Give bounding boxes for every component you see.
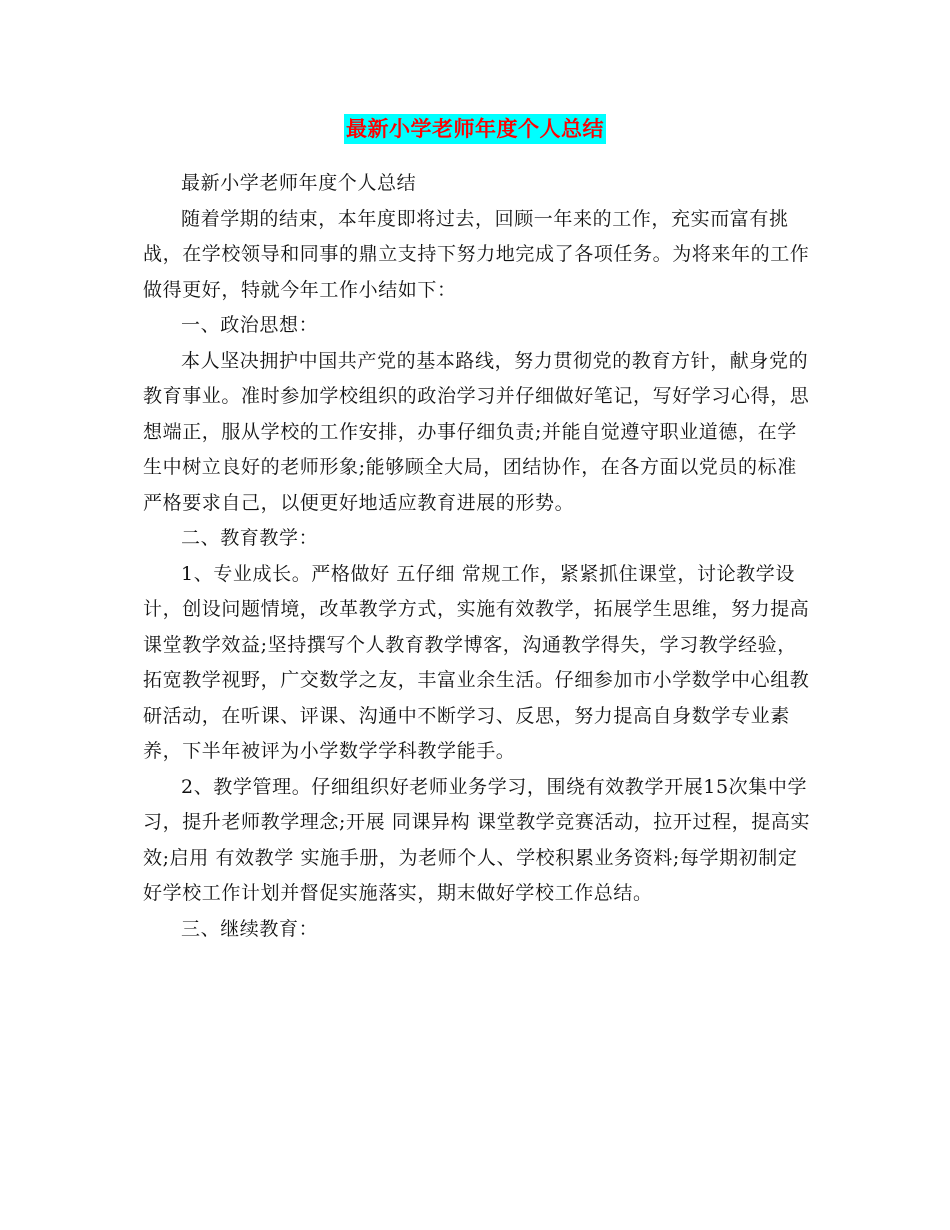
section-heading-politics: 一、政治思想：: [181, 314, 319, 336]
paragraph-politics: 本人坚决拥护中国共产党的基本路线，努力贯彻党的教育方针，献身党的教育事业。准时参加学校组织的政治学习并仔细做好笔记，写好学习心得，思想端正，服从学校的工作安排，办事仔细负责;并能自觉遵守职业道德，在学生中树立良好的老师形象;能够顾全大局，团结协作，在各方面以党员的标准严格要求自己，以便更好地适应教育进展的形势。: [143, 349, 810, 514]
document-title: 最新小学老师年度个人总结: [344, 114, 606, 144]
paragraph-teaching-management: 2、教学管理。仔细组织好老师业务学习，围绕有效教学开展15次集中学习，提升老师教学理念;开展 同课异构 课堂教学竞赛活动，拉开过程，提高实效;启用 有效教学 实施手册，为老师个人、学校积累业务资料;每学期初制定好学校工作计划并督促实施落实，期末做好学校工作总结。: [143, 775, 811, 904]
section-heading-teaching: 二、教育教学：: [181, 527, 319, 549]
title-container: [0, 114, 950, 144]
document-body: [143, 166, 815, 947]
section-heading-continuing-education: 三、继续教育：: [181, 917, 319, 940]
paragraph-heading-repeat: 最新小学老师年度个人总结: [181, 172, 417, 194]
paragraph-intro: 随着学期的结束，本年度即将过去，回顾一年来的工作，充实而富有挑战，在学校领导和同事的鼎立支持下努力地完成了各项任务。为将来年的工作做得更好，特就今年工作小结如下：: [143, 207, 810, 301]
paragraph-professional-growth: 1、专业成长。严格做好 五仔细 常规工作，紧紧抓住课堂，讨论教学设计，创设问题情境，改革教学方式，实施有效教学，拓展学生思维，努力提高课堂教学效益;坚持撰写个人教育教学博客，沟通教学得失，学习教学经验，拓宽教学视野，广交数学之友，丰富业余生活。仔细参加市小学数学中心组教研活动，在听课、评课、沟通中不断学习、反思，努力提高自身数学专业素养，下半年被评为小学数学学科教学能手。: [143, 562, 810, 762]
